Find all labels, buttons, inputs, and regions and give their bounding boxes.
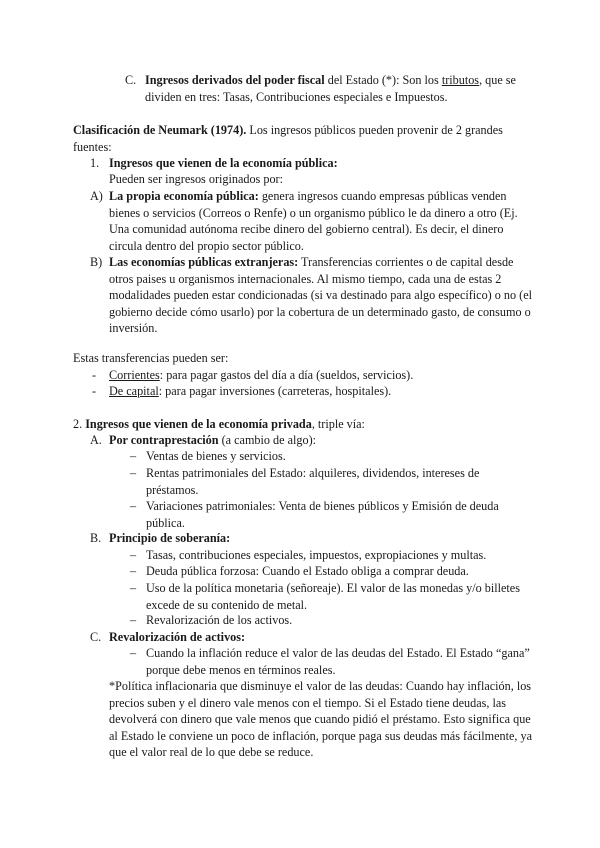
list-marker: – (130, 564, 137, 578)
section2-c-heading (109, 629, 539, 646)
list-item (109, 383, 539, 400)
transfer-term: De capital (109, 384, 159, 398)
list-marker: – (130, 613, 137, 627)
list-item: Uso de la política monetaria (señoreaje). El valor de las monedas y/o billetes excede de su contenido de metal. (146, 581, 520, 612)
section2-c-bold: Revalorización de activos: (109, 630, 246, 644)
list-marker: - (92, 384, 97, 398)
section2-a-rest: (a cambio de algo): (218, 433, 317, 447)
section2-heading (73, 416, 523, 433)
list-marker: – (130, 499, 137, 513)
list-item (109, 367, 539, 384)
section2-a-bold: Por contraprestación (109, 433, 219, 447)
list-item: Ventas de bienes y servicios. (146, 449, 286, 463)
intro-paragraph (145, 72, 545, 105)
section1-a-paragraph (109, 188, 536, 254)
list-marker: - (92, 368, 97, 382)
list-marker: C. (90, 630, 102, 644)
intro-text: del Estado (*): Son los (324, 73, 442, 87)
section2-heading-rest: , triple vía: (311, 417, 365, 431)
inflation-note: *Política inflacionaria que disminuye el valor de las deudas: Cuando hay inflación, los precios suben y el dinero vale menos con el tiempo. Si el Estado tiene deudas, las devolverá con dinero que vale menos que cuando pidió el préstamo. Esto significa que al Estado le conviene un poco de inflación, porque paga sus deudas más fácilmente, ya que el valor real de lo que debe se reduce. (109, 679, 533, 760)
section2-b-heading (109, 530, 539, 547)
section2-b-bold: Principio de soberanía: (109, 531, 231, 545)
list-item: Revalorización de los activos. (146, 613, 293, 627)
neumark-paragraph (73, 122, 523, 155)
section2-marker: 2. (73, 417, 83, 431)
list-marker: B. (90, 531, 102, 545)
tributos-link[interactable]: tributos (441, 73, 480, 87)
list-item: Variaciones patrimoniales: Venta de bienes públicos y Emisión de deuda pública. (146, 499, 499, 530)
list-item: Rentas patrimoniales del Estado: alquileres, dividendos, intereses de préstamos. (146, 466, 480, 497)
section2-a-heading (109, 432, 539, 449)
transfer-text: : para pagar inversiones (carreteras, hospitales). (158, 384, 392, 398)
list-marker: – (130, 548, 137, 562)
list-marker: – (130, 449, 137, 463)
intro-bold: Ingresos derivados del poder fiscal (145, 73, 325, 87)
neumark-bold: Clasificación de Neumark (1974). (73, 123, 247, 137)
list-marker: 1. (90, 156, 100, 170)
list-item: Deuda pública forzosa: Cuando el Estado obliga a comprar deuda. (146, 564, 469, 578)
section1-sub: Pueden ser ingresos originados por: (109, 172, 283, 186)
intro-rest: , que se dividen en tres: Tasas, Contribuciones especiales e Impuestos. (145, 73, 516, 104)
list-marker: – (130, 646, 137, 660)
transfer-text: : para pagar gastos del día a día (sueldos, servicios). (159, 368, 414, 382)
section2-heading-bold: Ingresos que vienen de la economía privada (85, 417, 312, 431)
section1-b-bold: Las economías públicas extranjeras: (109, 255, 299, 269)
section1-a-text: genera ingresos cuando empresas públicas venden bienes o servicios (Correos o Renfe) o un organismo público le da dinero a otro (Ej. Una comunidad autónoma recibe dinero del gobierno central). Es decir, el dinero circula dentro del propio sector público. (109, 189, 518, 253)
list-marker: A) (90, 189, 103, 203)
neumark-text: Los ingresos públicos pueden provenir de 2 grandes fuentes: (73, 123, 503, 154)
transfer-term: Corrientes (109, 368, 160, 382)
list-marker: C. (125, 73, 137, 87)
section1-heading (109, 155, 539, 172)
transfers-intro: Estas transferencias pueden ser: (73, 351, 229, 365)
section1-a-bold: La propia economía pública: (109, 189, 259, 203)
list-marker: – (130, 581, 137, 595)
section1-b-paragraph (109, 254, 536, 337)
section1-heading-text: Ingresos que vienen de la economía pública: (109, 156, 338, 170)
list-marker: – (130, 466, 137, 480)
list-item: Tasas, contribuciones especiales, impuestos, expropiaciones y multas. (146, 548, 487, 562)
list-item: Cuando la inflación reduce el valor de las deudas del Estado. El Estado “gana” porque debe menos en términos reales. (146, 646, 530, 677)
section1-b-text: Transferencias corrientes o de capital desde otros paises u organismos internacionales. Al mismo tiempo, cada una de estas 2 modalidades pueden estar condicionadas (si va destinado para algo específico) o no (el gobierno decide cómo usarlo) por la cobertura de un determinado gasto, de consumo o inversión. (109, 255, 533, 336)
list-marker: A. (90, 433, 102, 447)
list-marker: B) (90, 255, 103, 269)
